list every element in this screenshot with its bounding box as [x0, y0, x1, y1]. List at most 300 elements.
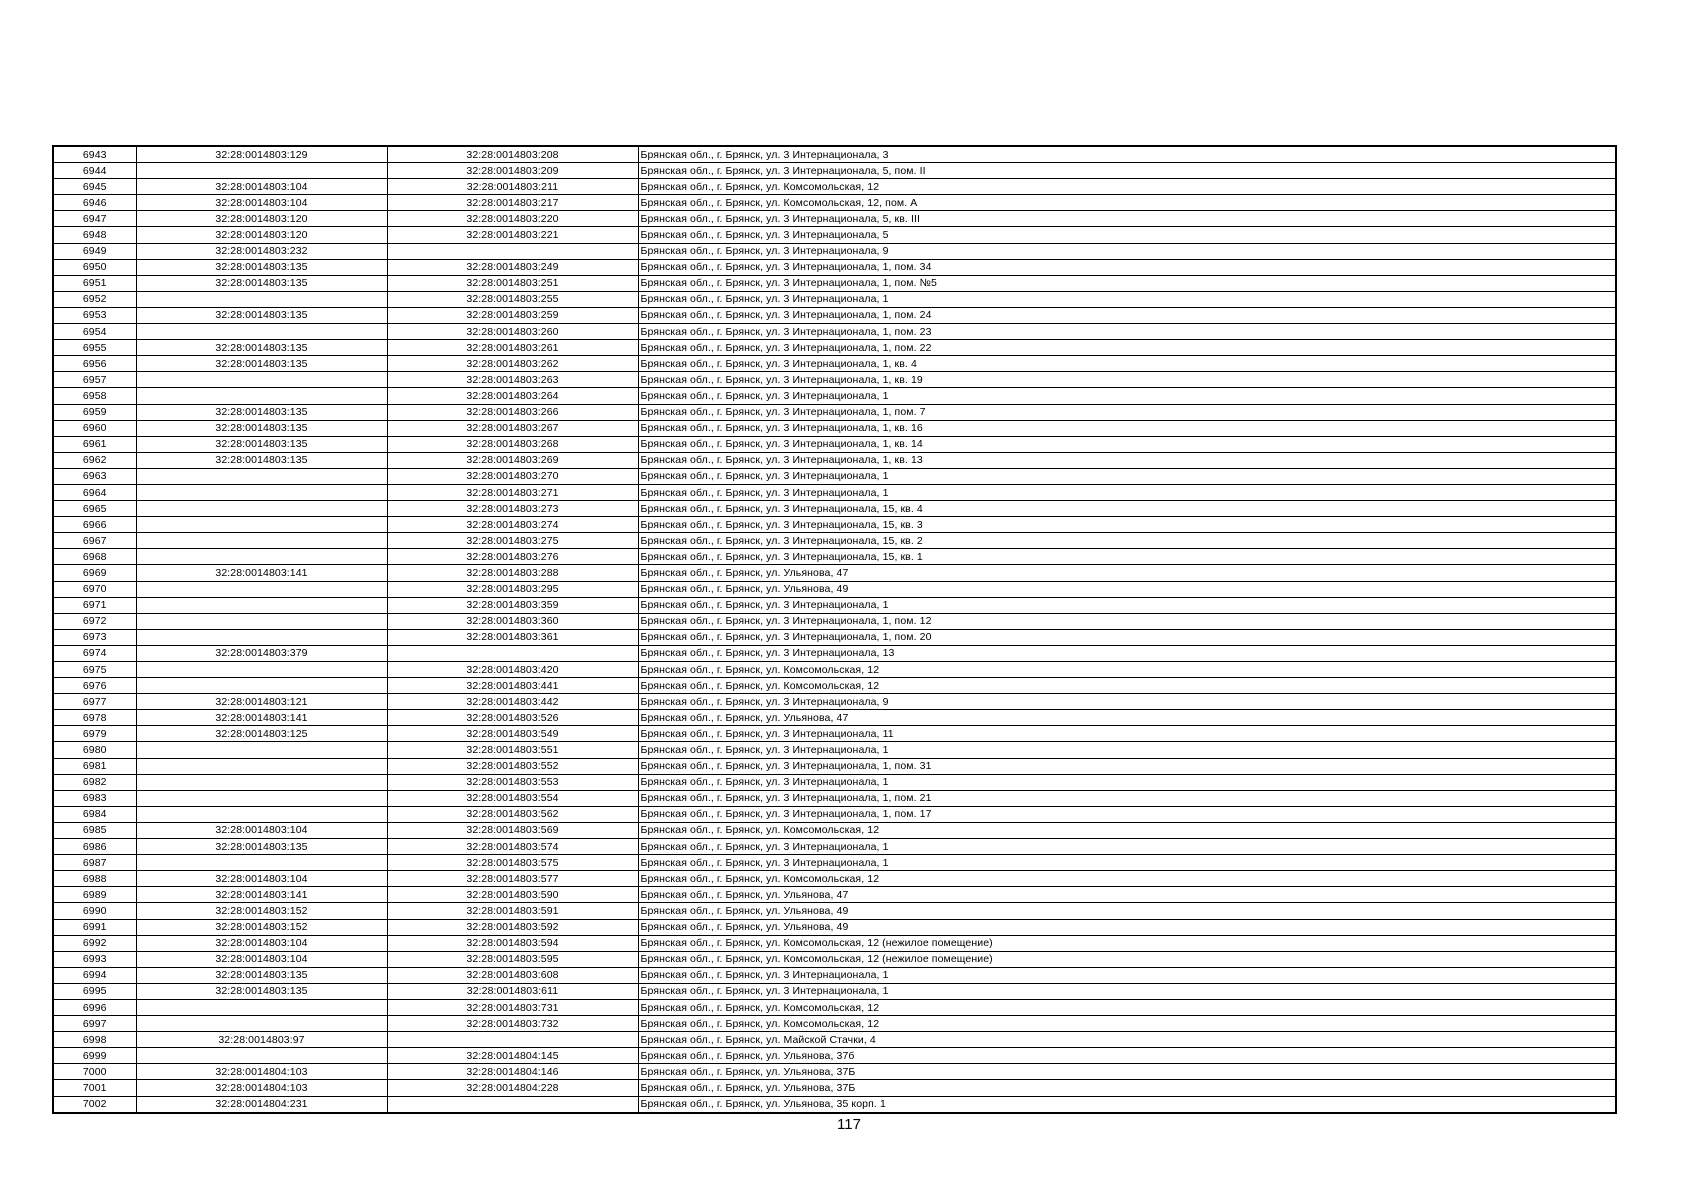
- table-row: [53, 1016, 1616, 1032]
- table-row: [53, 501, 1616, 517]
- parent-cadastral-number-cell: 32:28:0014803:104: [136, 822, 387, 838]
- address-cell: Брянская обл., г. Брянск, ул. 3 Интернационала, 11: [638, 726, 1616, 742]
- parent-cadastral-number-cell: 32:28:0014803:97: [136, 1032, 387, 1048]
- address-cell: Брянская обл., г. Брянск, ул. 3 Интернационала, 1, пом. 24: [638, 307, 1616, 323]
- address-cell: Брянская обл., г. Брянск, ул. Комсомольская, 12: [638, 678, 1616, 694]
- row-number-cell: 6948: [53, 227, 136, 243]
- parent-cadastral-number-cell: [136, 1016, 387, 1032]
- parent-cadastral-number-cell: 32:28:0014803:135: [136, 275, 387, 291]
- table-row: [53, 903, 1616, 919]
- cadastral-number-cell: 32:28:0014803:608: [387, 967, 638, 983]
- parent-cadastral-number-cell: 32:28:0014803:129: [136, 146, 387, 163]
- address-cell: Брянская обл., г. Брянск, ул. Ульянова, 49: [638, 919, 1616, 935]
- address-cell: Брянская обл., г. Брянск, ул. Ульянова, 35 корп. 1: [638, 1096, 1616, 1113]
- property-registry-table: [52, 145, 1617, 1114]
- table-row: [53, 613, 1616, 629]
- row-number-cell: 6998: [53, 1032, 136, 1048]
- parent-cadastral-number-cell: 32:28:0014803:120: [136, 227, 387, 243]
- cadastral-number-cell: 32:28:0014803:274: [387, 517, 638, 533]
- row-number-cell: 6979: [53, 726, 136, 742]
- parent-cadastral-number-cell: 32:28:0014803:135: [136, 983, 387, 999]
- address-cell: Брянская обл., г. Брянск, ул. 3 Интернационала, 1: [638, 839, 1616, 855]
- table-row: [53, 758, 1616, 774]
- cadastral-number-cell: 32:28:0014803:592: [387, 919, 638, 935]
- table-row: [53, 340, 1616, 356]
- parent-cadastral-number-cell: 32:28:0014804:231: [136, 1096, 387, 1113]
- address-cell: Брянская обл., г. Брянск, ул. 3 Интернационала, 1: [638, 484, 1616, 500]
- row-number-cell: 7001: [53, 1080, 136, 1096]
- table-row: [53, 179, 1616, 195]
- address-cell: Брянская обл., г. Брянск, ул. Ульянова, 37Б: [638, 1064, 1616, 1080]
- table-row: [53, 790, 1616, 806]
- cadastral-number-cell: 32:28:0014803:569: [387, 822, 638, 838]
- cadastral-number-cell: 32:28:0014803:249: [387, 259, 638, 275]
- address-cell: Брянская обл., г. Брянск, ул. 3 Интернационала, 1, пом. 23: [638, 324, 1616, 340]
- parent-cadastral-number-cell: 32:28:0014803:120: [136, 211, 387, 227]
- row-number-cell: 6950: [53, 259, 136, 275]
- address-cell: Брянская обл., г. Брянск, ул. 3 Интернационала, 1, кв. 19: [638, 372, 1616, 388]
- parent-cadastral-number-cell: 32:28:0014803:104: [136, 935, 387, 951]
- row-number-cell: 6960: [53, 420, 136, 436]
- table-row: [53, 726, 1616, 742]
- cadastral-number-cell: 32:28:0014803:273: [387, 501, 638, 517]
- address-cell: Брянская обл., г. Брянск, ул. Ульянова, 47: [638, 565, 1616, 581]
- table-row: [53, 146, 1616, 163]
- parent-cadastral-number-cell: [136, 758, 387, 774]
- address-cell: Брянская обл., г. Брянск, ул. 3 Интернационала, 1, кв. 14: [638, 436, 1616, 452]
- cadastral-number-cell: 32:28:0014803:732: [387, 1016, 638, 1032]
- row-number-cell: 6976: [53, 678, 136, 694]
- table-row: [53, 983, 1616, 999]
- table-row: [53, 742, 1616, 758]
- row-number-cell: 6944: [53, 163, 136, 179]
- address-cell: Брянская обл., г. Брянск, ул. 3 Интернационала, 1: [638, 597, 1616, 613]
- cadastral-number-cell: 32:28:0014803:731: [387, 999, 638, 1015]
- row-number-cell: 6963: [53, 468, 136, 484]
- address-cell: Брянская обл., г. Брянск, ул. 3 Интернационала, 1, пом. 21: [638, 790, 1616, 806]
- parent-cadastral-number-cell: 32:28:0014803:104: [136, 951, 387, 967]
- table-row: [53, 710, 1616, 726]
- parent-cadastral-number-cell: 32:28:0014803:135: [136, 307, 387, 323]
- address-cell: Брянская обл., г. Брянск, ул. 3 Интернационала, 9: [638, 694, 1616, 710]
- address-cell: Брянская обл., г. Брянск, ул. 3 Интернационала, 1: [638, 967, 1616, 983]
- cadastral-number-cell: 32:28:0014803:262: [387, 356, 638, 372]
- table-row: [53, 291, 1616, 307]
- cadastral-number-cell: 32:28:0014803:577: [387, 871, 638, 887]
- address-cell: Брянская обл., г. Брянск, ул. 3 Интернационала, 1, пом. 34: [638, 259, 1616, 275]
- address-cell: Брянская обл., г. Брянск, ул. Комсомольская, 12 (нежилое помещение): [638, 951, 1616, 967]
- address-cell: Брянская обл., г. Брянск, ул. 3 Интернационала, 15, кв. 4: [638, 501, 1616, 517]
- table-row: [53, 356, 1616, 372]
- row-number-cell: 6945: [53, 179, 136, 195]
- parent-cadastral-number-cell: [136, 629, 387, 645]
- row-number-cell: 6989: [53, 887, 136, 903]
- address-cell: Брянская обл., г. Брянск, ул. 3 Интернационала, 1, пом. 22: [638, 340, 1616, 356]
- address-cell: Брянская обл., г. Брянск, ул. 3 Интернационала, 1, пом. 17: [638, 806, 1616, 822]
- cadastral-number-cell: 32:28:0014803:267: [387, 420, 638, 436]
- table-row: [53, 629, 1616, 645]
- parent-cadastral-number-cell: 32:28:0014803:104: [136, 195, 387, 211]
- table-row: [53, 307, 1616, 323]
- parent-cadastral-number-cell: [136, 790, 387, 806]
- cadastral-number-cell: 32:28:0014803:255: [387, 291, 638, 307]
- parent-cadastral-number-cell: [136, 484, 387, 500]
- parent-cadastral-number-cell: 32:28:0014803:135: [136, 404, 387, 420]
- parent-cadastral-number-cell: 32:28:0014803:152: [136, 919, 387, 935]
- row-number-cell: 6984: [53, 806, 136, 822]
- parent-cadastral-number-cell: [136, 372, 387, 388]
- cadastral-number-cell: 32:28:0014803:217: [387, 195, 638, 211]
- address-cell: Брянская обл., г. Брянск, ул. 3 Интернационала, 15, кв. 3: [638, 517, 1616, 533]
- row-number-cell: 6965: [53, 501, 136, 517]
- row-number-cell: 6954: [53, 324, 136, 340]
- table-row: [53, 227, 1616, 243]
- parent-cadastral-number-cell: 32:28:0014803:135: [136, 259, 387, 275]
- address-cell: Брянская обл., г. Брянск, ул. Комсомольская, 12 (нежилое помещение): [638, 935, 1616, 951]
- table-row: [53, 774, 1616, 790]
- cadastral-number-cell: 32:28:0014803:271: [387, 484, 638, 500]
- row-number-cell: 6946: [53, 195, 136, 211]
- address-cell: Брянская обл., г. Брянск, ул. Комсомольская, 12: [638, 999, 1616, 1015]
- parent-cadastral-number-cell: 32:28:0014803:104: [136, 179, 387, 195]
- table-row: [53, 1080, 1616, 1096]
- row-number-cell: 6957: [53, 372, 136, 388]
- table-row: [53, 404, 1616, 420]
- cadastral-number-cell: 32:28:0014803:211: [387, 179, 638, 195]
- address-cell: Брянская обл., г. Брянск, ул. 3 Интернационала, 1, кв. 16: [638, 420, 1616, 436]
- table-row: [53, 871, 1616, 887]
- address-cell: Брянская обл., г. Брянск, ул. Ульянова, 49: [638, 581, 1616, 597]
- table-row: [53, 999, 1616, 1015]
- cadastral-number-cell: 32:28:0014803:441: [387, 678, 638, 694]
- row-number-cell: 6986: [53, 839, 136, 855]
- address-cell: Брянская обл., г. Брянск, ул. 3 Интернационала, 1, пом. 12: [638, 613, 1616, 629]
- row-number-cell: 6983: [53, 790, 136, 806]
- row-number-cell: 6971: [53, 597, 136, 613]
- cadastral-number-cell: 32:28:0014803:575: [387, 855, 638, 871]
- address-cell: Брянская обл., г. Брянск, ул. Комсомольская, 12: [638, 871, 1616, 887]
- row-number-cell: 7000: [53, 1064, 136, 1080]
- row-number-cell: 6990: [53, 903, 136, 919]
- cadastral-number-cell: 32:28:0014803:590: [387, 887, 638, 903]
- table-row: [53, 517, 1616, 533]
- parent-cadastral-number-cell: 32:28:0014803:135: [136, 356, 387, 372]
- table-row: [53, 839, 1616, 855]
- table-body: [53, 146, 1616, 1113]
- address-cell: Брянская обл., г. Брянск, ул. Комсомольская, 12: [638, 662, 1616, 678]
- parent-cadastral-number-cell: 32:28:0014803:135: [136, 967, 387, 983]
- parent-cadastral-number-cell: [136, 324, 387, 340]
- cadastral-number-cell: 32:28:0014803:220: [387, 211, 638, 227]
- address-cell: Брянская обл., г. Брянск, ул. 3 Интернационала, 1: [638, 388, 1616, 404]
- parent-cadastral-number-cell: 32:28:0014803:135: [136, 452, 387, 468]
- cadastral-number-cell: [387, 243, 638, 259]
- row-number-cell: 6970: [53, 581, 136, 597]
- address-cell: Брянская обл., г. Брянск, ул. 3 Интернационала, 15, кв. 2: [638, 533, 1616, 549]
- table-row: [53, 887, 1616, 903]
- parent-cadastral-number-cell: [136, 613, 387, 629]
- address-cell: Брянская обл., г. Брянск, ул. 3 Интернационала, 1: [638, 468, 1616, 484]
- row-number-cell: 6993: [53, 951, 136, 967]
- address-cell: Брянская обл., г. Брянск, ул. 3 Интернационала, 1: [638, 291, 1616, 307]
- cadastral-number-cell: [387, 645, 638, 661]
- cadastral-number-cell: [387, 1032, 638, 1048]
- cadastral-number-cell: 32:28:0014803:259: [387, 307, 638, 323]
- parent-cadastral-number-cell: [136, 855, 387, 871]
- row-number-cell: 6955: [53, 340, 136, 356]
- table-row: [53, 951, 1616, 967]
- table-row: [53, 581, 1616, 597]
- cadastral-number-cell: 32:28:0014803:269: [387, 452, 638, 468]
- parent-cadastral-number-cell: [136, 999, 387, 1015]
- cadastral-number-cell: 32:28:0014803:263: [387, 372, 638, 388]
- table-row: [53, 694, 1616, 710]
- table-row: [53, 678, 1616, 694]
- address-cell: Брянская обл., г. Брянск, ул. 3 Интернационала, 1: [638, 983, 1616, 999]
- table-row: [53, 822, 1616, 838]
- cadastral-number-cell: 32:28:0014803:553: [387, 774, 638, 790]
- table-row: [53, 855, 1616, 871]
- row-number-cell: 6969: [53, 565, 136, 581]
- cadastral-number-cell: 32:28:0014803:361: [387, 629, 638, 645]
- table-row: [53, 1048, 1616, 1064]
- row-number-cell: 6974: [53, 645, 136, 661]
- row-number-cell: 6991: [53, 919, 136, 935]
- address-cell: Брянская обл., г. Брянск, ул. 3 Интернационала, 5, кв. III: [638, 211, 1616, 227]
- table-row: [53, 1096, 1616, 1113]
- cadastral-number-cell: 32:28:0014804:145: [387, 1048, 638, 1064]
- cadastral-number-cell: 32:28:0014803:276: [387, 549, 638, 565]
- parent-cadastral-number-cell: 32:28:0014803:135: [136, 839, 387, 855]
- row-number-cell: 6994: [53, 967, 136, 983]
- row-number-cell: 6973: [53, 629, 136, 645]
- row-number-cell: 6961: [53, 436, 136, 452]
- table-row: [53, 1064, 1616, 1080]
- cadastral-number-cell: [387, 1096, 638, 1113]
- cadastral-number-cell: 32:28:0014803:275: [387, 533, 638, 549]
- cadastral-number-cell: 32:28:0014803:266: [387, 404, 638, 420]
- parent-cadastral-number-cell: 32:28:0014803:135: [136, 436, 387, 452]
- parent-cadastral-number-cell: 32:28:0014803:104: [136, 871, 387, 887]
- table-row: [53, 436, 1616, 452]
- parent-cadastral-number-cell: 32:28:0014804:103: [136, 1080, 387, 1096]
- parent-cadastral-number-cell: 32:28:0014803:379: [136, 645, 387, 661]
- table-row: [53, 1032, 1616, 1048]
- cadastral-number-cell: 32:28:0014803:552: [387, 758, 638, 774]
- table-row: [53, 645, 1616, 661]
- address-cell: Брянская обл., г. Брянск, ул. Комсомольская, 12, пом. А: [638, 195, 1616, 211]
- row-number-cell: 6968: [53, 549, 136, 565]
- row-number-cell: 6953: [53, 307, 136, 323]
- table-row: [53, 533, 1616, 549]
- parent-cadastral-number-cell: [136, 517, 387, 533]
- address-cell: Брянская обл., г. Брянск, ул. 3 Интернационала, 1: [638, 774, 1616, 790]
- parent-cadastral-number-cell: 32:28:0014803:141: [136, 887, 387, 903]
- table-row: [53, 324, 1616, 340]
- table-row: [53, 597, 1616, 613]
- row-number-cell: 6978: [53, 710, 136, 726]
- address-cell: Брянская обл., г. Брянск, ул. 3 Интернационала, 15, кв. 1: [638, 549, 1616, 565]
- address-cell: Брянская обл., г. Брянск, ул. 3 Интернационала, 1, кв. 4: [638, 356, 1616, 372]
- parent-cadastral-number-cell: [136, 581, 387, 597]
- address-cell: Брянская обл., г. Брянск, ул. Ульянова, 37б: [638, 1048, 1616, 1064]
- row-number-cell: 6977: [53, 694, 136, 710]
- row-number-cell: 6959: [53, 404, 136, 420]
- parent-cadastral-number-cell: 32:28:0014803:125: [136, 726, 387, 742]
- row-number-cell: 6972: [53, 613, 136, 629]
- cadastral-number-cell: 32:28:0014803:264: [387, 388, 638, 404]
- row-number-cell: 7002: [53, 1096, 136, 1113]
- table-row: [53, 806, 1616, 822]
- cadastral-number-cell: 32:28:0014803:260: [387, 324, 638, 340]
- address-cell: Брянская обл., г. Брянск, ул. 3 Интернационала, 13: [638, 645, 1616, 661]
- table-row: [53, 388, 1616, 404]
- address-cell: Брянская обл., г. Брянск, ул. 3 Интернационала, 9: [638, 243, 1616, 259]
- parent-cadastral-number-cell: [136, 742, 387, 758]
- table-row: [53, 211, 1616, 227]
- page-number: 117: [837, 1116, 861, 1133]
- address-cell: Брянская обл., г. Брянск, ул. Майской Стачки, 4: [638, 1032, 1616, 1048]
- cadastral-number-cell: 32:28:0014803:251: [387, 275, 638, 291]
- cadastral-number-cell: 32:28:0014803:270: [387, 468, 638, 484]
- table-row: [53, 935, 1616, 951]
- parent-cadastral-number-cell: [136, 774, 387, 790]
- address-cell: Брянская обл., г. Брянск, ул. 3 Интернационала, 1, кв. 13: [638, 452, 1616, 468]
- parent-cadastral-number-cell: [136, 468, 387, 484]
- address-cell: Брянская обл., г. Брянск, ул. 3 Интернационала, 1, пом. 31: [638, 758, 1616, 774]
- cadastral-number-cell: 32:28:0014803:549: [387, 726, 638, 742]
- address-cell: Брянская обл., г. Брянск, ул. 3 Интернационала, 1, пом. 20: [638, 629, 1616, 645]
- parent-cadastral-number-cell: 32:28:0014803:152: [136, 903, 387, 919]
- parent-cadastral-number-cell: 32:28:0014803:141: [136, 710, 387, 726]
- table-row: [53, 259, 1616, 275]
- parent-cadastral-number-cell: [136, 1048, 387, 1064]
- row-number-cell: 6999: [53, 1048, 136, 1064]
- address-cell: Брянская обл., г. Брянск, ул. 3 Интернационала, 1, пом. №5: [638, 275, 1616, 291]
- address-cell: Брянская обл., г. Брянск, ул. Ульянова, 37Б: [638, 1080, 1616, 1096]
- row-number-cell: 6966: [53, 517, 136, 533]
- table-row: [53, 372, 1616, 388]
- parent-cadastral-number-cell: 32:28:0014803:135: [136, 340, 387, 356]
- cadastral-number-cell: 32:28:0014803:595: [387, 951, 638, 967]
- row-number-cell: 6981: [53, 758, 136, 774]
- table-row: [53, 565, 1616, 581]
- table-row: [53, 420, 1616, 436]
- row-number-cell: 6958: [53, 388, 136, 404]
- row-number-cell: 6956: [53, 356, 136, 372]
- address-cell: Брянская обл., г. Брянск, ул. Ульянова, 47: [638, 710, 1616, 726]
- address-cell: Брянская обл., г. Брянск, ул. 3 Интернационала, 3: [638, 146, 1616, 163]
- row-number-cell: 6947: [53, 211, 136, 227]
- cadastral-number-cell: 32:28:0014803:551: [387, 742, 638, 758]
- cadastral-number-cell: 32:28:0014804:146: [387, 1064, 638, 1080]
- row-number-cell: 6967: [53, 533, 136, 549]
- row-number-cell: 6985: [53, 822, 136, 838]
- row-number-cell: 6952: [53, 291, 136, 307]
- parent-cadastral-number-cell: [136, 678, 387, 694]
- cadastral-number-cell: 32:28:0014803:526: [387, 710, 638, 726]
- row-number-cell: 6943: [53, 146, 136, 163]
- cadastral-number-cell: 32:28:0014803:360: [387, 613, 638, 629]
- row-number-cell: 6996: [53, 999, 136, 1015]
- table-row: [53, 468, 1616, 484]
- cadastral-number-cell: 32:28:0014803:221: [387, 227, 638, 243]
- cadastral-number-cell: 32:28:0014803:554: [387, 790, 638, 806]
- address-cell: Брянская обл., г. Брянск, ул. 3 Интернационала, 1: [638, 742, 1616, 758]
- row-number-cell: 6995: [53, 983, 136, 999]
- cadastral-number-cell: 32:28:0014803:288: [387, 565, 638, 581]
- parent-cadastral-number-cell: [136, 291, 387, 307]
- cadastral-number-cell: 32:28:0014803:295: [387, 581, 638, 597]
- table-row: [53, 195, 1616, 211]
- parent-cadastral-number-cell: 32:28:0014803:121: [136, 694, 387, 710]
- parent-cadastral-number-cell: [136, 388, 387, 404]
- table-row: [53, 484, 1616, 500]
- parent-cadastral-number-cell: [136, 549, 387, 565]
- address-cell: Брянская обл., г. Брянск, ул. 3 Интернационала, 5: [638, 227, 1616, 243]
- address-cell: Брянская обл., г. Брянск, ул. Комсомольская, 12: [638, 1016, 1616, 1032]
- row-number-cell: 6987: [53, 855, 136, 871]
- parent-cadastral-number-cell: 32:28:0014803:232: [136, 243, 387, 259]
- address-cell: Брянская обл., г. Брянск, ул. Комсомольская, 12: [638, 822, 1616, 838]
- cadastral-number-cell: 32:28:0014804:228: [387, 1080, 638, 1096]
- table-row: [53, 919, 1616, 935]
- row-number-cell: 6997: [53, 1016, 136, 1032]
- parent-cadastral-number-cell: 32:28:0014803:141: [136, 565, 387, 581]
- table-row: [53, 452, 1616, 468]
- cadastral-number-cell: 32:28:0014803:591: [387, 903, 638, 919]
- row-number-cell: 6964: [53, 484, 136, 500]
- table-row: [53, 163, 1616, 179]
- cadastral-number-cell: 32:28:0014803:359: [387, 597, 638, 613]
- row-number-cell: 6980: [53, 742, 136, 758]
- row-number-cell: 6982: [53, 774, 136, 790]
- parent-cadastral-number-cell: [136, 533, 387, 549]
- table-row: [53, 243, 1616, 259]
- table-row: [53, 549, 1616, 565]
- address-cell: Брянская обл., г. Брянск, ул. 3 Интернационала, 1: [638, 855, 1616, 871]
- row-number-cell: 6951: [53, 275, 136, 291]
- address-cell: Брянская обл., г. Брянск, ул. Ульянова, 47: [638, 887, 1616, 903]
- cadastral-number-cell: 32:28:0014803:594: [387, 935, 638, 951]
- row-number-cell: 6975: [53, 662, 136, 678]
- table-row: [53, 275, 1616, 291]
- row-number-cell: 6949: [53, 243, 136, 259]
- cadastral-number-cell: 32:28:0014803:442: [387, 694, 638, 710]
- cadastral-number-cell: 32:28:0014803:420: [387, 662, 638, 678]
- cadastral-number-cell: 32:28:0014803:268: [387, 436, 638, 452]
- address-cell: Брянская обл., г. Брянск, ул. Ульянова, 49: [638, 903, 1616, 919]
- table-row: [53, 967, 1616, 983]
- parent-cadastral-number-cell: [136, 806, 387, 822]
- parent-cadastral-number-cell: [136, 501, 387, 517]
- parent-cadastral-number-cell: [136, 597, 387, 613]
- address-cell: Брянская обл., г. Брянск, ул. 3 Интернационала, 5, пом. II: [638, 163, 1616, 179]
- address-cell: Брянская обл., г. Брянск, ул. 3 Интернационала, 1, пом. 7: [638, 404, 1616, 420]
- row-number-cell: 6962: [53, 452, 136, 468]
- row-number-cell: 6988: [53, 871, 136, 887]
- cadastral-number-cell: 32:28:0014803:208: [387, 146, 638, 163]
- parent-cadastral-number-cell: [136, 163, 387, 179]
- cadastral-number-cell: 32:28:0014803:209: [387, 163, 638, 179]
- parent-cadastral-number-cell: 32:28:0014803:135: [136, 420, 387, 436]
- parent-cadastral-number-cell: [136, 662, 387, 678]
- address-cell: Брянская обл., г. Брянск, ул. Комсомольская, 12: [638, 179, 1616, 195]
- cadastral-number-cell: 32:28:0014803:574: [387, 839, 638, 855]
- parent-cadastral-number-cell: 32:28:0014804:103: [136, 1064, 387, 1080]
- cadastral-number-cell: 32:28:0014803:261: [387, 340, 638, 356]
- row-number-cell: 6992: [53, 935, 136, 951]
